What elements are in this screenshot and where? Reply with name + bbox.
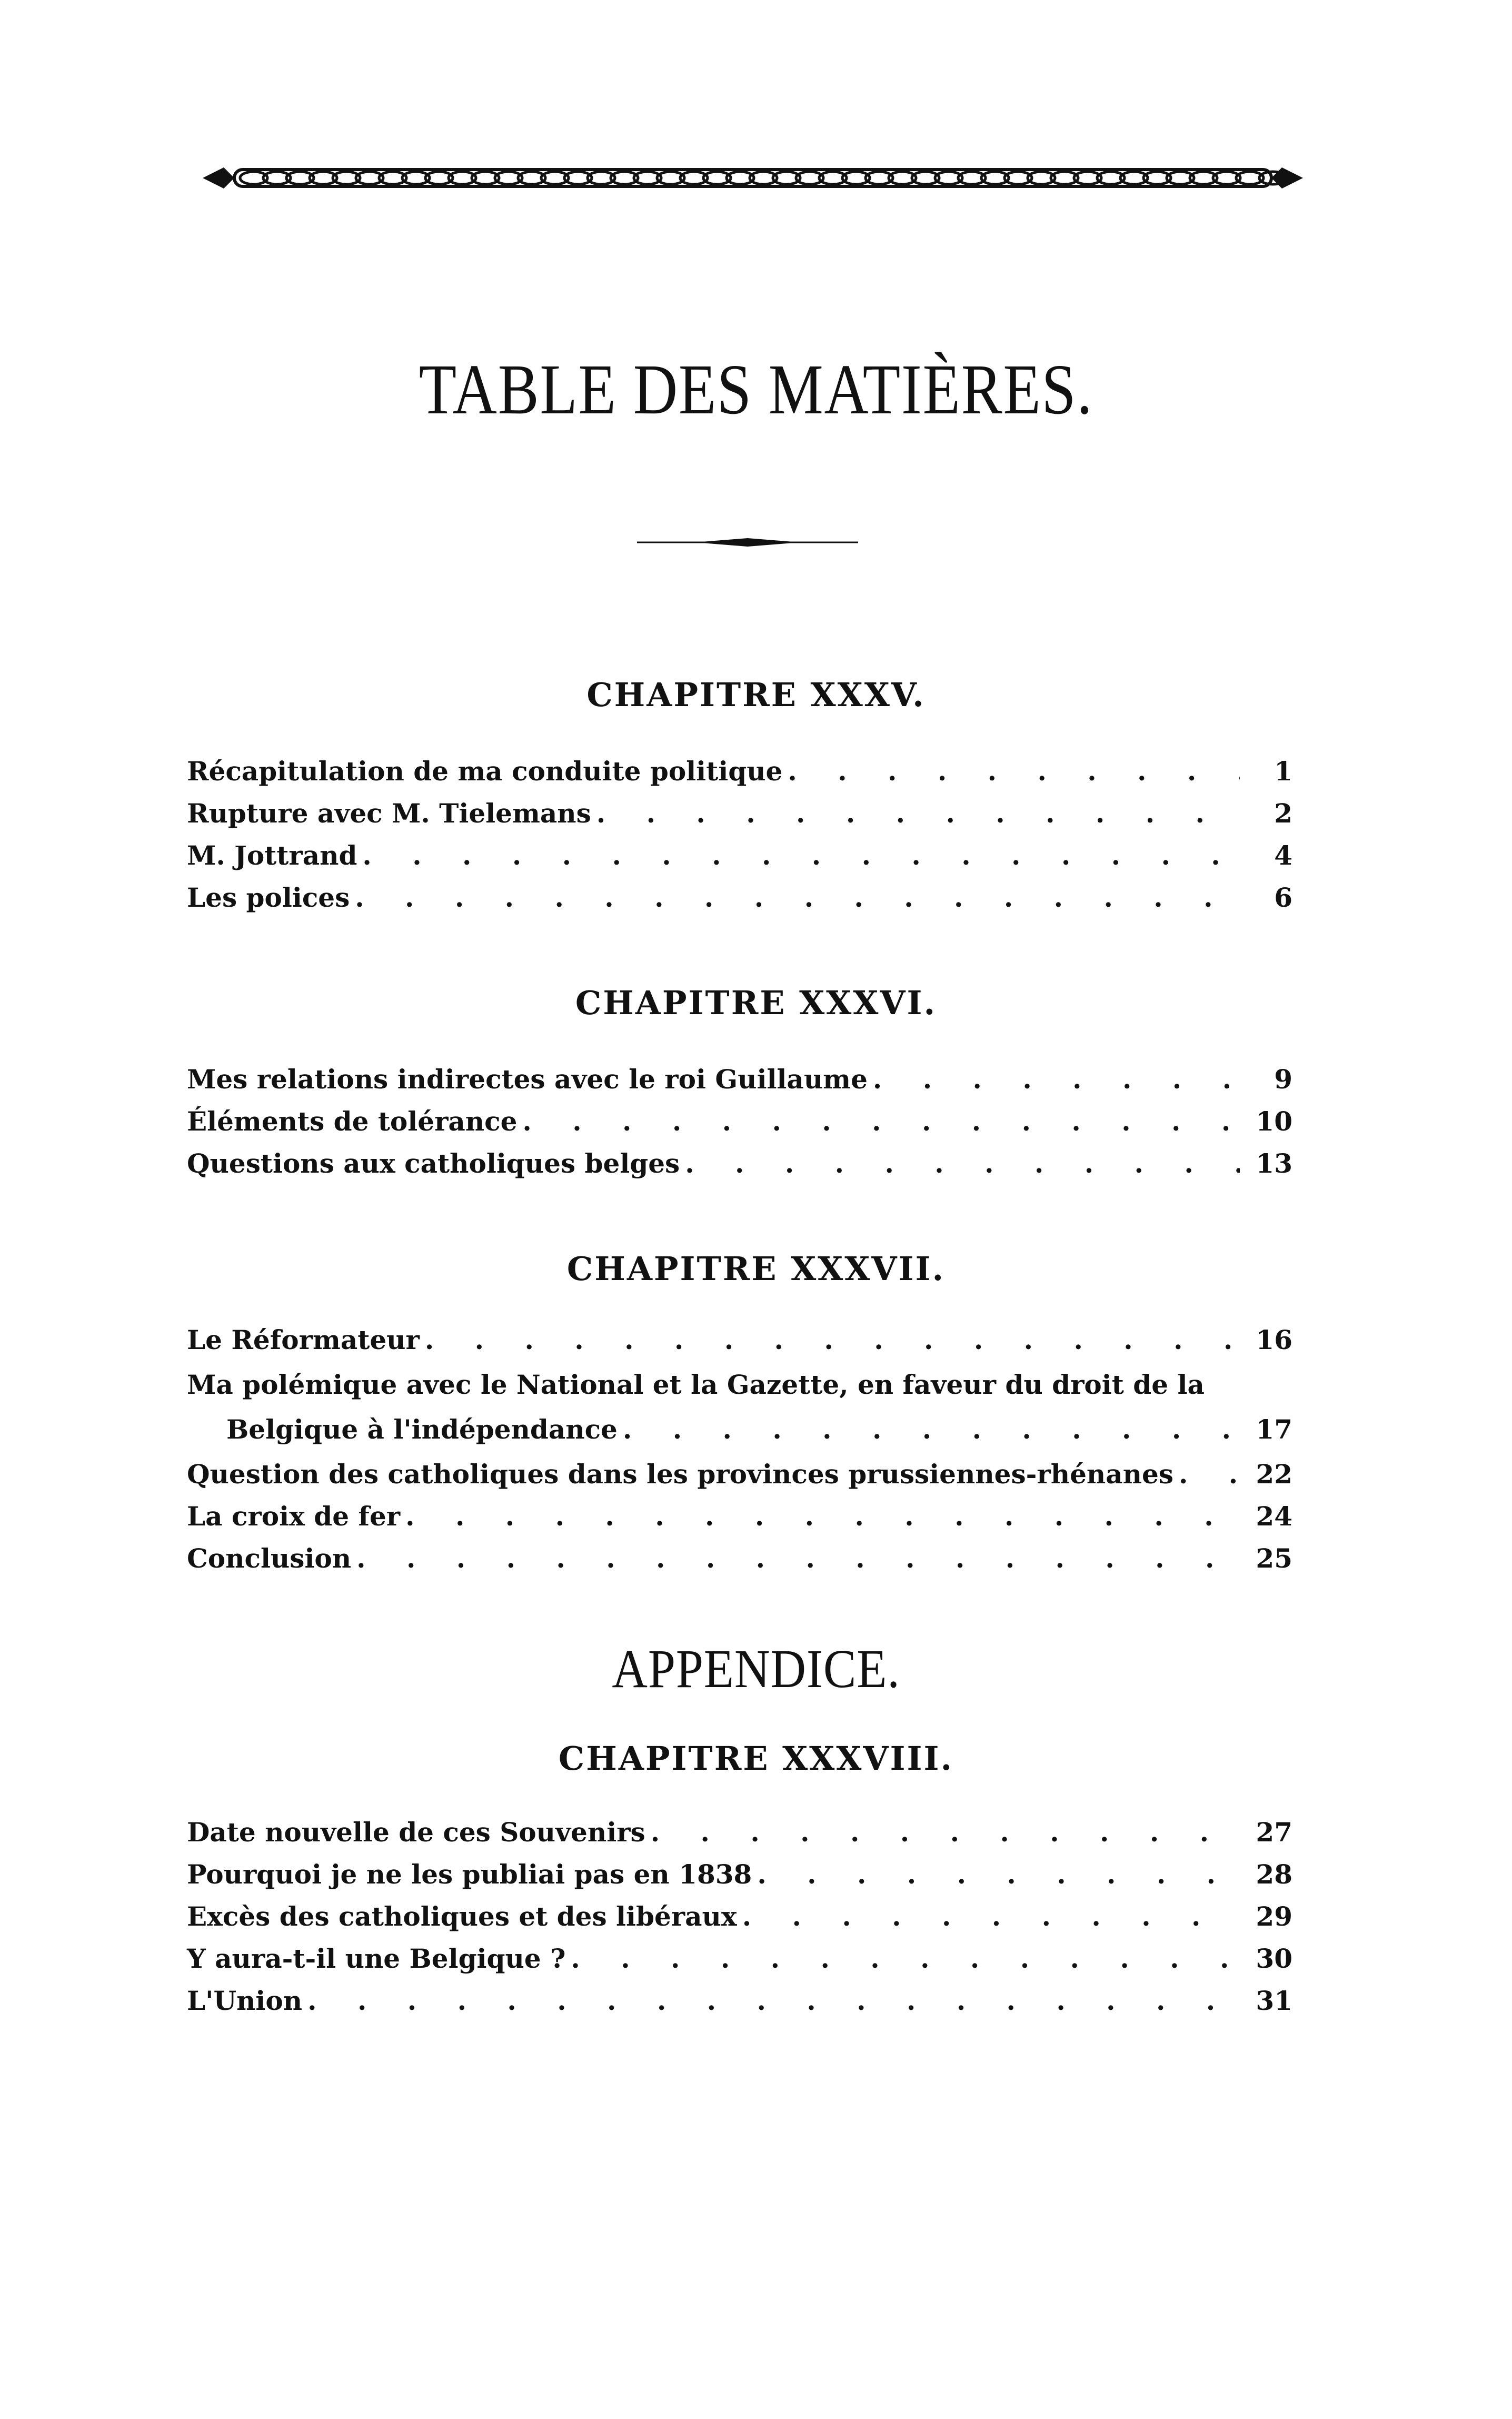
toc-entry-title: Belgique à l'indépendance (226, 1414, 618, 1445)
toc-entry-page: 9 (1274, 1064, 1292, 1095)
toc-entry-page: 30 (1256, 1943, 1292, 1974)
dot-leader (400, 1495, 1240, 1538)
dot-leader (420, 1319, 1240, 1361)
toc-entry (187, 792, 1292, 835)
toc-entry-title: Les polices (187, 882, 350, 913)
toc-entry-title: Date nouvelle de ces Souvenirs (187, 1817, 645, 1848)
toc-entry-page: 25 (1256, 1543, 1292, 1574)
toc-entry (187, 1319, 1292, 1361)
toc-entry (187, 1853, 1292, 1896)
toc-entry (187, 1896, 1292, 1938)
chapter-heading: CHAPITRE XXXVIII. (558, 1739, 954, 1778)
title-divider-icon (637, 532, 858, 553)
toc-entry-page: 29 (1256, 1901, 1292, 1932)
toc-entry (187, 1495, 1292, 1538)
toc-entry-title: L'Union (187, 1985, 303, 2016)
toc-entry-title: Conclusion (187, 1543, 352, 1574)
toc-entry-page: 2 (1274, 798, 1292, 829)
dot-leader (357, 835, 1240, 877)
toc-entry-page: 27 (1256, 1817, 1292, 1848)
toc-entry (187, 1101, 1292, 1143)
toc-entry-page: 1 (1274, 756, 1292, 787)
toc-entry (187, 750, 1292, 792)
toc-entry (187, 1058, 1292, 1101)
chapter-heading: CHAPITRE XXXV. (586, 676, 926, 714)
dot-leader (868, 1058, 1240, 1101)
toc-entry (187, 877, 1292, 919)
dot-leader (1173, 1453, 1240, 1495)
toc-entry-page: 28 (1256, 1859, 1292, 1890)
toc-entry-title: Excès des catholiques et des libéraux (187, 1901, 737, 1932)
toc-entry-title: Y aura-t-il une Belgique ? (187, 1943, 566, 1974)
chain-ornament-icon (203, 162, 1303, 194)
dot-leader (680, 1143, 1240, 1185)
dot-leader (645, 1811, 1240, 1853)
appendix-title: APPENDICE. (612, 1639, 900, 1699)
toc-entry-title: Rupture avec M. Tielemans (187, 798, 591, 829)
dot-leader (752, 1853, 1240, 1896)
toc-entry (226, 1409, 1292, 1451)
toc-entry (187, 1811, 1292, 1853)
toc-entry-page: 31 (1256, 1985, 1292, 2016)
toc-entry-title: Le Réformateur (187, 1324, 420, 1355)
toc-entry-page: 24 (1256, 1501, 1292, 1532)
dot-leader (618, 1409, 1240, 1451)
toc-entry-title: Pourquoi je ne les publiai pas en 1838 (187, 1859, 752, 1890)
toc-entry-page: 13 (1256, 1148, 1292, 1179)
toc-entry-title: Questions aux catholiques belges (187, 1148, 680, 1179)
dot-leader (350, 877, 1240, 919)
toc-entry (187, 1453, 1292, 1495)
toc-entry (187, 1143, 1292, 1185)
dot-leader (517, 1101, 1240, 1143)
toc-entry (187, 835, 1292, 877)
toc-entry-title: M. Jottrand (187, 840, 357, 871)
toc-entry (187, 1938, 1292, 1980)
dot-leader (782, 750, 1240, 792)
dot-leader (302, 1980, 1240, 2022)
dot-leader (351, 1538, 1240, 1580)
dot-leader (737, 1896, 1240, 1938)
toc-entry-title: Question des catholiques dans les provinces prussiennes-rhénanes (187, 1459, 1173, 1490)
dot-leader (565, 1938, 1240, 1980)
toc-entry-first-line: Ma polémique avec le National et la Gazette, en faveur du droit de la (187, 1369, 1205, 1400)
toc-entry-page: 22 (1256, 1459, 1292, 1490)
toc-entry-page: 10 (1256, 1106, 1292, 1137)
toc-entry-title: La croix de fer (187, 1501, 401, 1532)
toc-entry-title: Récapitulation de ma conduite politique (187, 756, 783, 787)
toc-entry (187, 1538, 1292, 1580)
toc-entry-page: 17 (1256, 1414, 1292, 1445)
toc-entry-title: Éléments de tolérance (187, 1106, 518, 1137)
toc-entry-page: 4 (1274, 840, 1292, 871)
toc-entry-title: Mes relations indirectes avec le roi Guillaume (187, 1064, 868, 1095)
dot-leader (591, 792, 1240, 835)
page-title: TABLE DES MATIÈRES. (419, 350, 1093, 429)
toc-entry-page: 16 (1256, 1324, 1292, 1355)
chapter-heading: CHAPITRE XXXVII. (566, 1250, 946, 1288)
toc-entry (187, 1980, 1292, 2022)
toc-entry-page: 6 (1274, 882, 1292, 913)
chapter-heading: CHAPITRE XXXVI. (575, 984, 937, 1022)
